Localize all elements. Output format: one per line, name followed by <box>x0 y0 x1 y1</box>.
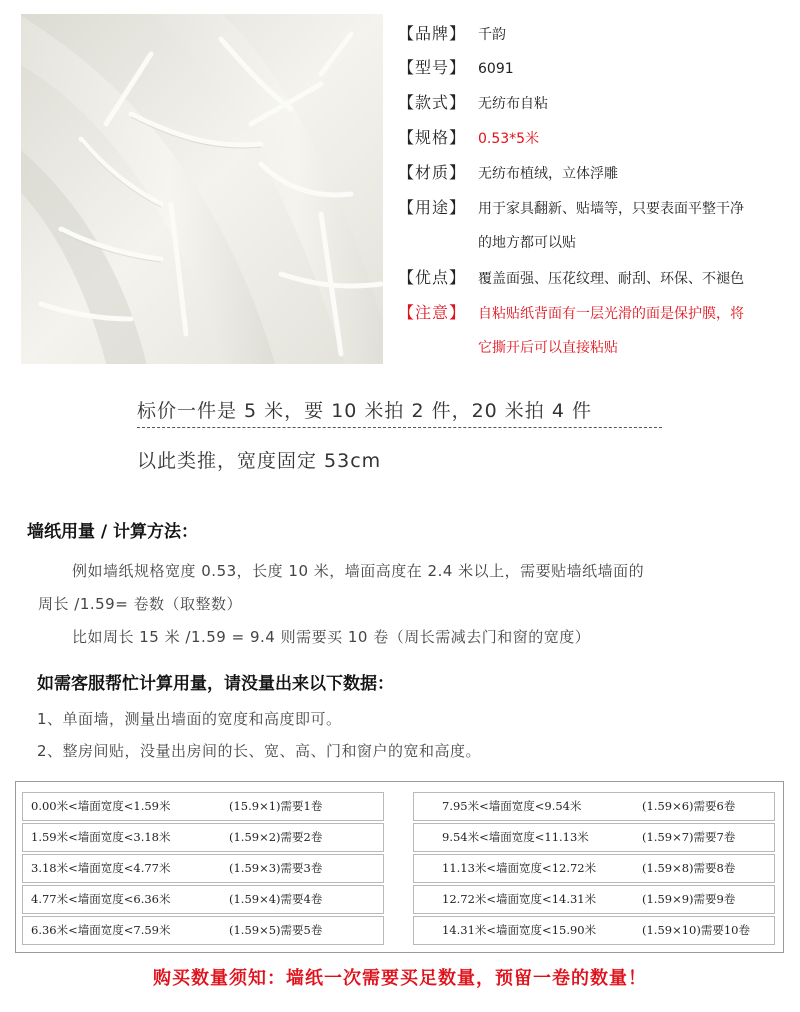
spec-brand <box>398 24 506 44</box>
table-range: 12.72米<墙面宽度<14.31米 <box>442 892 597 906</box>
spec-style <box>398 93 548 113</box>
table-formula: (1.59×3)需要3卷 <box>229 861 323 875</box>
table-range: 4.77米<墙面宽度<6.36米 <box>31 892 171 906</box>
spec-size <box>398 128 539 148</box>
table-formula: (1.59×2)需要2卷 <box>229 830 323 844</box>
spec-advantages-key: 【优点】 <box>398 268 467 287</box>
table-row <box>22 792 384 821</box>
spec-usage-value: 用于家具翻新、贴墙等，只要表面平整干净 <box>478 201 744 217</box>
spec-size-key: 【规格】 <box>398 128 467 147</box>
spec-material-value: 无纺布植绒，立体浮雕 <box>478 166 618 182</box>
table-row <box>413 792 775 821</box>
table-row <box>22 823 384 852</box>
table-range: 9.54米<墙面宽度<11.13米 <box>442 830 589 844</box>
spec-advantages <box>398 268 744 288</box>
wallpaper-roll-image <box>21 14 383 364</box>
table-formula: (1.59×7)需要7卷 <box>642 830 736 844</box>
purchase-notice: 购买数量须知：墙纸一次需要买足数量，预留一卷的数量！ <box>153 968 647 989</box>
table-row <box>413 854 775 883</box>
table-row <box>22 885 384 914</box>
table-formula: (15.9×1)需要1卷 <box>229 799 323 813</box>
spec-brand-value: 千韵 <box>478 27 506 43</box>
calc-heading: 墙纸用量 / 计算方法： <box>27 522 199 542</box>
table-formula: (1.59×8)需要8卷 <box>642 861 736 875</box>
table-formula: (1.59×9)需要9卷 <box>642 892 736 906</box>
table-row <box>22 916 384 945</box>
table-row <box>413 823 775 852</box>
calc-paragraph-1b: 周长 /1.59= 卷数（取整数） <box>38 595 243 613</box>
table-formula: (1.59×10)需要10卷 <box>642 923 750 937</box>
spec-material <box>398 163 618 183</box>
roll-table-left <box>22 792 384 945</box>
spec-model-key: 【型号】 <box>398 58 467 77</box>
service-item-2: 2、整房间贴，没量出房间的长、宽、高、门和窗户的宽和高度。 <box>37 742 482 760</box>
spec-usage <box>398 198 744 218</box>
spec-caution-continued: 它撕开后可以直接粘贴 <box>478 340 618 356</box>
table-range: 3.18米<墙面宽度<4.77米 <box>31 861 171 875</box>
spec-usage-key: 【用途】 <box>398 198 467 217</box>
spec-model <box>398 58 514 78</box>
spec-style-value: 无纺布自粘 <box>478 96 548 112</box>
spec-caution-value: 自粘贴纸背面有一层光滑的面是保护膜，将 <box>478 306 744 322</box>
table-formula: (1.59×4)需要4卷 <box>229 892 323 906</box>
dashed-divider <box>137 427 662 428</box>
spec-material-key: 【材质】 <box>398 163 467 182</box>
table-range: 11.13米<墙面宽度<12.72米 <box>442 861 597 875</box>
table-range: 1.59米<墙面宽度<3.18米 <box>31 830 171 844</box>
spec-style-key: 【款式】 <box>398 93 467 112</box>
spec-usage-continued: 的地方都可以贴 <box>478 235 576 251</box>
spec-caution <box>398 303 744 323</box>
table-row <box>413 885 775 914</box>
calc-paragraph-1a: 例如墙纸规格宽度 0.53，长度 10 米，墙面高度在 2.4 米以上，需要贴墙纸墙面的 <box>72 562 645 580</box>
price-note-line2: 以此类推，宽度固定 53cm <box>137 450 382 472</box>
product-photo <box>21 14 383 364</box>
spec-caution-key: 【注意】 <box>398 303 467 322</box>
calc-paragraph-2: 比如周长 15 米 /1.59 = 9.4 则需要买 10 卷（周长需减去门和窗的宽度） <box>72 628 591 646</box>
table-range: 7.95米<墙面宽度<9.54米 <box>442 799 582 813</box>
table-row <box>413 916 775 945</box>
spec-model-value: 6091 <box>478 61 514 77</box>
table-range: 14.31米<墙面宽度<15.90米 <box>442 923 597 937</box>
table-row <box>22 854 384 883</box>
spec-advantages-value: 覆盖面强、压花纹理、耐刮、环保、不褪色 <box>478 271 744 287</box>
spec-size-value: 0.53*5米 <box>478 131 540 147</box>
service-item-1: 1、单面墙，测量出墙面的宽度和高度即可。 <box>37 710 342 728</box>
table-formula: (1.59×6)需要6卷 <box>642 799 736 813</box>
table-formula: (1.59×5)需要5卷 <box>229 923 323 937</box>
roll-table-right <box>413 792 775 945</box>
service-heading: 如需客服帮忙计算用量，请没量出来以下数据： <box>37 674 394 694</box>
table-range: 0.00米<墙面宽度<1.59米 <box>31 799 171 813</box>
spec-brand-key: 【品牌】 <box>398 24 467 43</box>
price-note-line1: 标价一件是 5 米，要 10 米拍 2 件，20 米拍 4 件 <box>137 400 592 422</box>
table-range: 6.36米<墙面宽度<7.59米 <box>31 923 171 937</box>
